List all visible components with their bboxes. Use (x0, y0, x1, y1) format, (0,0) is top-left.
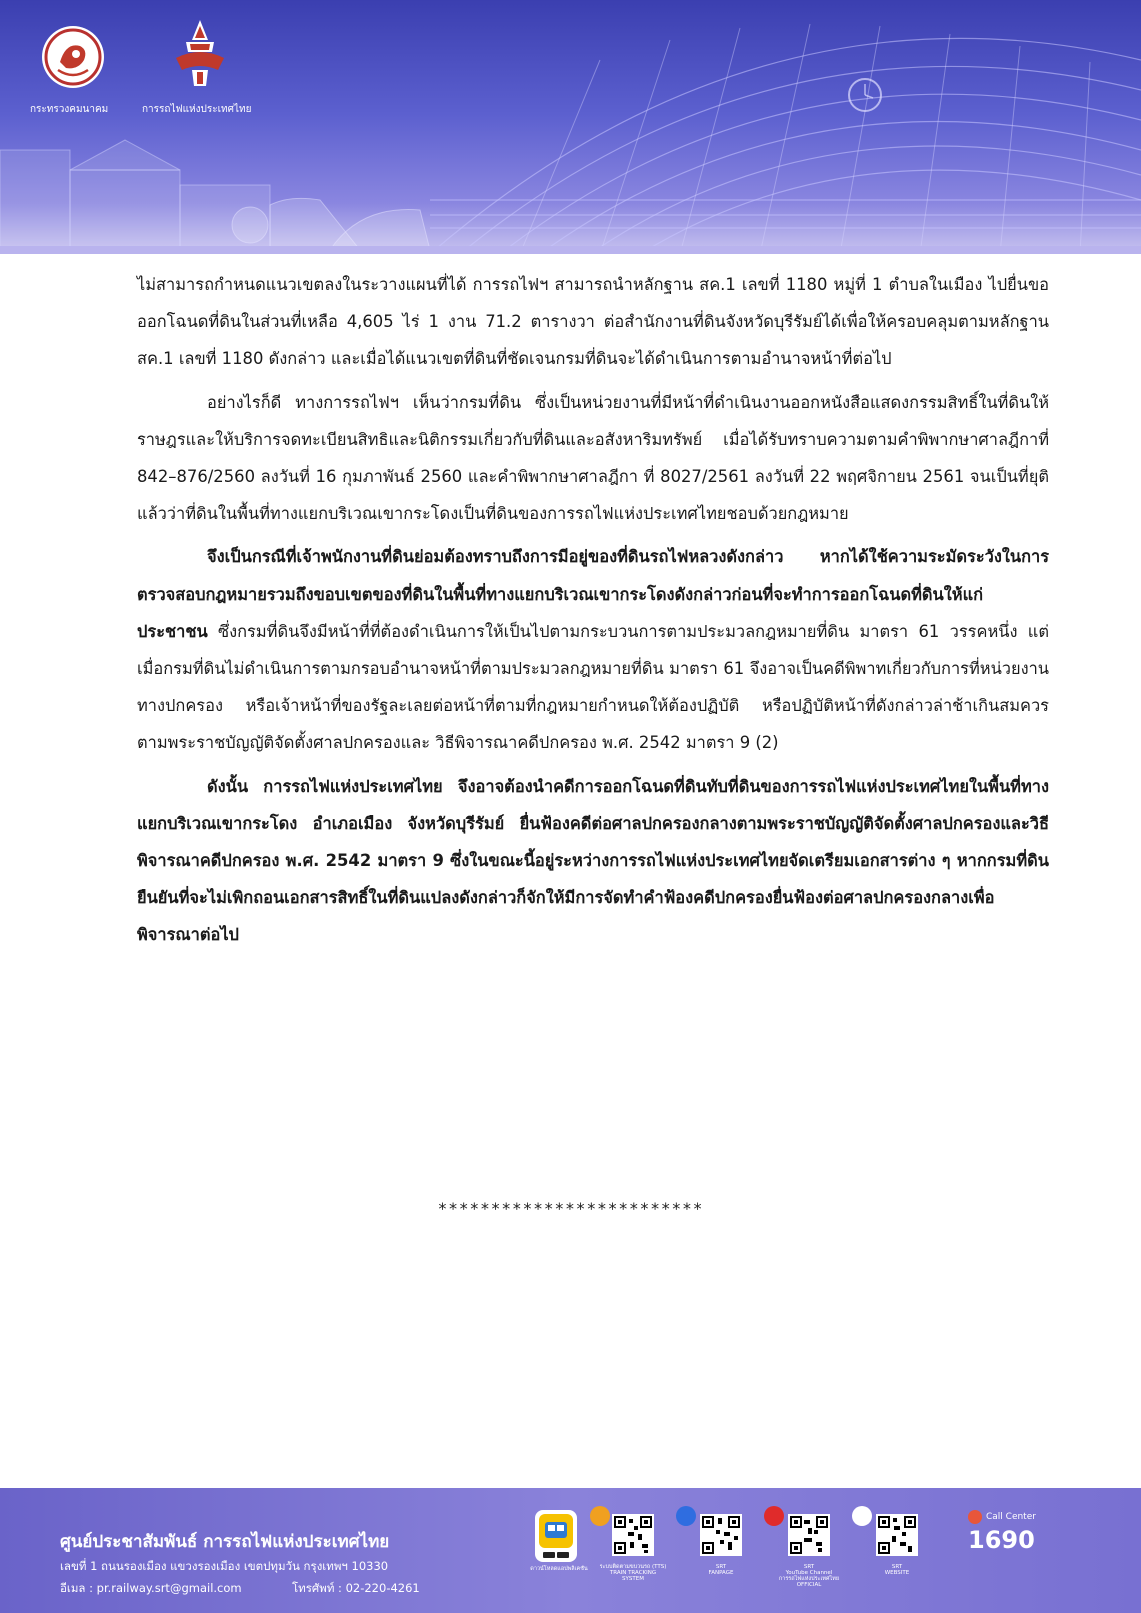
website-caption: SRT WEBSITE (884, 1564, 910, 1576)
youtube-icon (764, 1506, 784, 1526)
header-banner (0, 0, 1141, 254)
footer-address: เลขที่ 1 ถนนรองเมือง แขวงรองเมือง เขตปทุมวัน กรุงเทพฯ 10330 (60, 1559, 389, 1573)
call-center-label: Call Center (986, 1512, 1036, 1522)
ministry-emblem (40, 24, 106, 94)
ministry-name: กระทรวงคมนาคม (30, 104, 109, 115)
fanpage-caption: SRT FANPAGE (708, 1564, 734, 1576)
paragraph-2-text: อย่างไรก็ดี ทางการรถไฟฯ เห็นว่ากรมที่ดิน ซึ่งเป็นหน่วยงานที่มีหน้าที่ดำเนินงานออกหนังสือแสดงกรรมสิทธิ์ในที่ดินให้ราษฎรและให้บริการจดทะเบียนสิทธิและนิติกรรมเกี่ยวกับที่ดินและอสังหาริมทรัพย์ เมื่อได้รับทราบความตามคำพิพากษาศาลฎีกาที่ 842–876/2560 ลงวันที่ 16 กุมภาพันธ์ 2560 และคำพิพากษาศาลฎีกา ที่ 8027/2561 ลงวันที่ 22 พฤศจิกายน 2561 จนเป็นที่ยุติแล้วว่าที่ดินในพื้นที่ทางแยกบริเวณเขากระโดงเป็นที่ดินของการรถไฟแห่งประเทศไทยชอบด้วยกฎหมาย (137, 392, 1049, 524)
footer-phone: โทรศัพท์ : 02-220-4261 (292, 1581, 420, 1595)
paragraph-4-bold-text: ดังนั้น การรถไฟแห่งประเทศไทย จึงอาจต้องนำคดีการออกโฉนดที่ดินทับที่ดินของการรถไฟแห่งประเทศไทยในพื้นที่ทางแยกบริเวณเขากระโดง อำเภอเมือง จังหวัดบุรีรัมย์ ยื่นฟ้องคดีต่อศาลปกครองกลางตามพระราชบัญญัติจัดตั้งศาลปกครองและวิธีพิจารณาคดีปกครอง พ.ศ. 2542 มาตรา 9 ซึ่งในขณะนี้อยู่ระหว่างการรถไฟแห่งประเทศไทยจัดเตรียมเอกสารต่าง ๆ หากกรมที่ดินยืนยันที่จะไม่เพิกถอนเอกสารสิทธิ์ในที่ดินแปลงดังกล่าวก็จักให้มีการจัดทำคำฟ้องคดีปกครองยื่นฟ้องต่อศาลปกครองกลางเพื่อพิจารณาต่อไป (137, 776, 1049, 945)
fanpage-qr-code[interactable] (700, 1514, 742, 1556)
train-app-icon[interactable] (535, 1510, 577, 1562)
paragraph-1-text: ไม่สามารถกำหนดแนวเขตลงในระวางแผนที่ได้ การรถไฟฯ สามารถนำหลักฐาน สค.1 เลขที่ 1180 หมู่ที่ 1 ตำบลในเมือง ไปยื่นขอออกโฉนดที่ดินในส่วนที่เหลือ 4,605 ไร่ 1 งาน 71.2 ตารางวา ต่อสำนักงานที่ดินจังหวัดบุรีรัมย์ได้เพื่อให้ครอบคลุมตามหลักฐาน สค.1 เลขที่ 1180 ดังกล่าว และเมื่อได้แนวเขตที่ดินที่ชัดเจนกรมที่ดินจะได้ดำเนินการตามอำนาจหน้าที่ต่อไป (137, 275, 1049, 369)
website-qr-code[interactable] (876, 1514, 918, 1556)
call-center-number: 1690 (968, 1526, 1035, 1554)
article-body (137, 266, 1049, 960)
like-icon (676, 1506, 696, 1526)
tts-qr-code[interactable] (612, 1514, 654, 1556)
footer-email: อีเมล : pr.railway.srt@gmail.com (60, 1581, 242, 1595)
phone-icon (968, 1510, 982, 1524)
paragraph-1 (137, 266, 1049, 378)
paragraph-3-text: ซึ่งกรมที่ดินจึงมีหน้าที่ที่ต้องดำเนินการให้เป็นไปตามกระบวนการตามประมวลกฎหมายที่ดิน มาตรา 61 วรรคหนึ่ง แต่เมื่อกรมที่ดินไม่ดำเนินการตามกรอบอำนาจหน้าที่ตามประมวลกฎหมายที่ดิน มาตรา 61 จึงอาจเป็นคดีพิพาทเกี่ยวกับการที่หน่วยงานทางปกครอง หรือเจ้าหน้าที่ของรัฐละเลยต่อหน้าที่ตามที่กฎหมายกำหนดให้ต้องปฏิบัติ หรือปฏิบัติหน้าที่ดังกล่าวล่าช้าเกินสมควรตามพระราชบัญญัติจัดตั้งศาลปกครองและ วิธีพิจารณาคดีปกครอง พ.ศ. 2542 มาตรา 9 (2) (137, 621, 1049, 753)
srt-emblem (172, 18, 228, 94)
paragraph-4 (137, 768, 1049, 954)
srt-name: การรถไฟแห่งประเทศไทย (142, 104, 252, 115)
footer-title: ศูนย์ประชาสัมพันธ์ การรถไฟแห่งประเทศไทย (60, 1532, 390, 1552)
web-icon (852, 1506, 872, 1526)
end-mark: ************************* (437, 1199, 704, 1218)
train-tracking-icon (590, 1506, 610, 1526)
youtube-caption: SRT YouTube Channel การรถไฟแห่งประเทศไทย OFFICIAL (778, 1564, 840, 1588)
paragraph-2 (137, 384, 1049, 533)
youtube-qr-code[interactable] (788, 1514, 830, 1556)
call-center[interactable] (968, 1510, 1036, 1554)
paragraph-3 (137, 538, 1049, 761)
train-app-caption: ดาวน์โหลดแอปพลิเคชัน (530, 1566, 588, 1572)
paragraph-3-bold-text: จึงเป็นกรณีที่เจ้าพนักงานที่ดินย่อมต้องทราบถึงการมีอยู่ของที่ดินรถไฟหลวงดังกล่าว หากได้ใช้ความระมัดระวังในการตรวจสอบกฎหมายรวมถึงขอบเขตของที่ดินในพื้นที่ทางแยกบริเวณเขากระโดงดังกล่าวก่อนที่จะทำการออกโฉนดที่ดินให้แก่ประชาชน (137, 547, 1049, 641)
footer (0, 1488, 1141, 1613)
tts-caption: ระบบติดตามขบวนรถ (TTS) TRAIN TRACKING SYSTEM (599, 1564, 667, 1582)
